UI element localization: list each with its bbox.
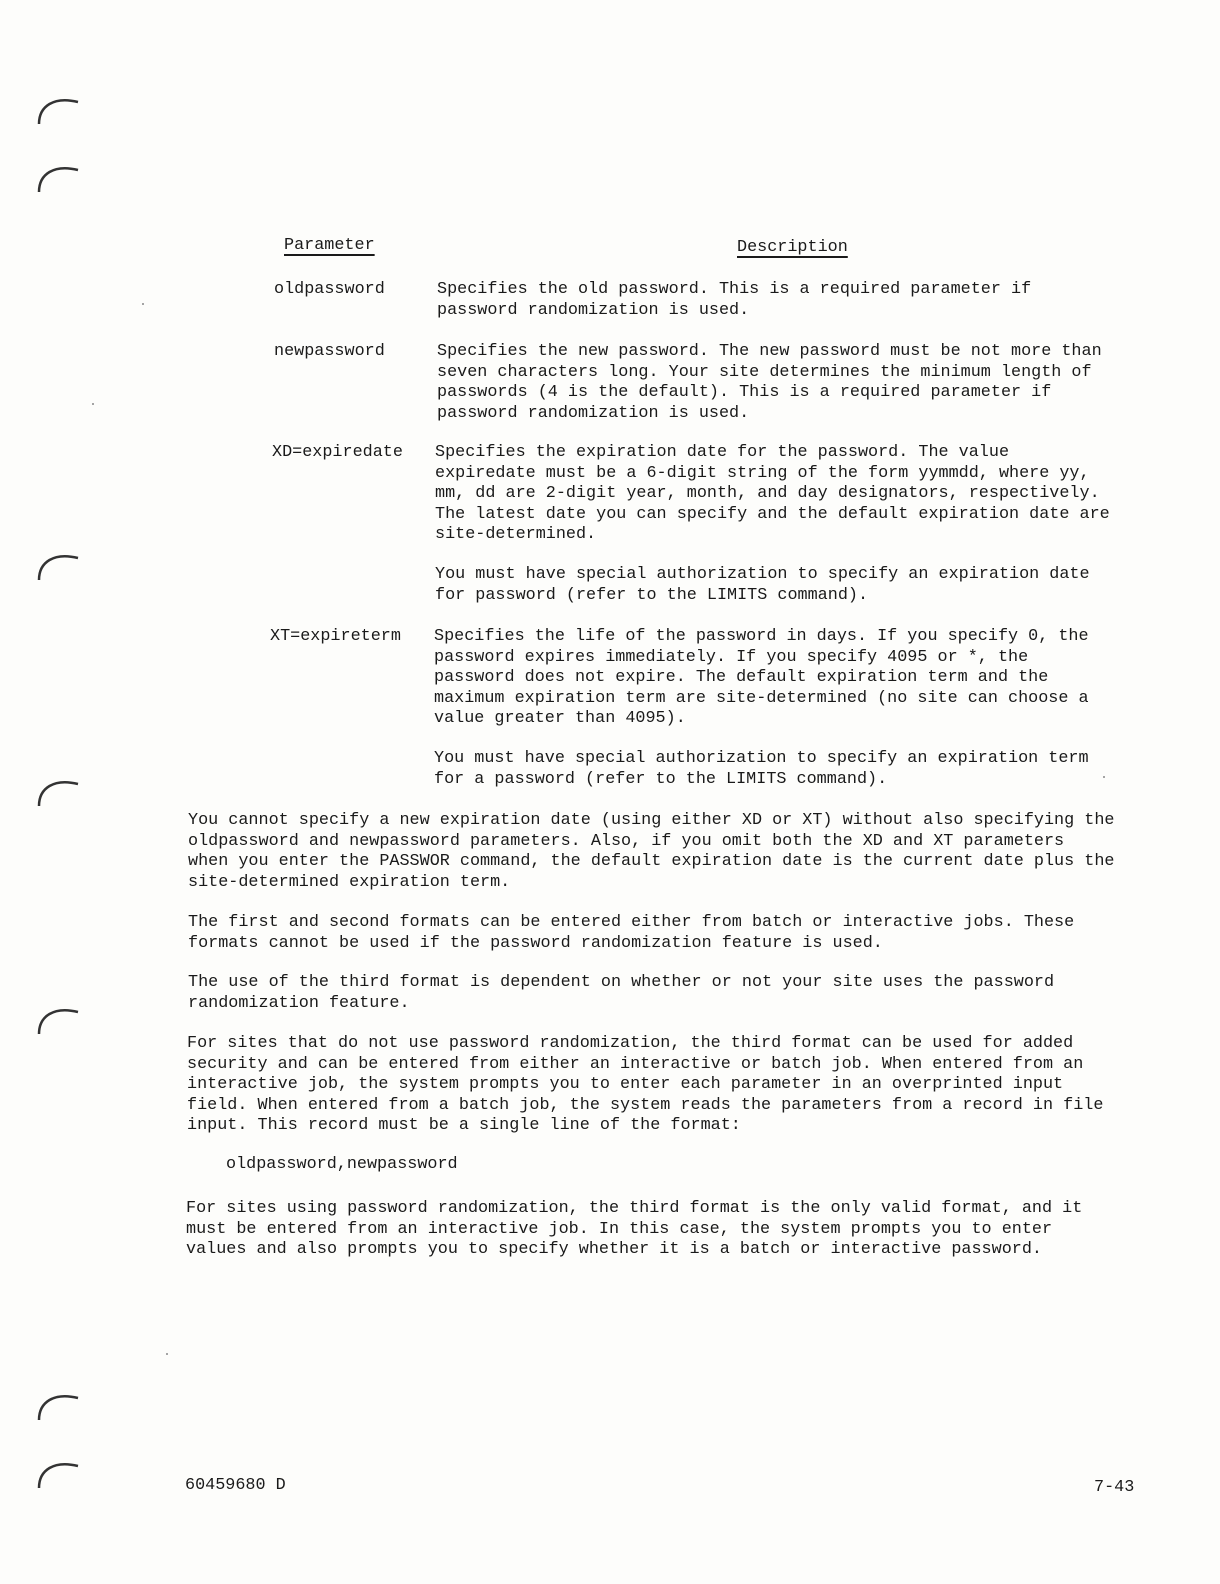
parameter-description: Specifies the old password. This is a required parameter if password randomization is used. [437,280,1032,320]
parameter-description: Specifies the life of the password in days. If you specify 0, the password expires immediately. If you specify 4095 or *, the password does not expire. The default expiration term and the maximum expiration term are site-determined (no site can choose a value greater than 4095). [434,627,1089,728]
binder-hole-mark [36,1456,82,1502]
parameter-description-note: You must have special authorization to specify an expiration date for password (refer to the LIMITS command). [435,565,1090,605]
binder-hole-mark [36,160,82,206]
parameter-name: oldpassword [274,280,385,299]
paragraph-third-format: The use of the third format is dependent on whether or not your site uses the password randomization feature. [188,973,1055,1013]
scan-speck [142,303,144,305]
parameter-description: Specifies the new password. The new password must be not more than seven characters long. Your site determines the minimum length of passwords (4 is the default). This is a required parameter if password randomization is used. [437,342,1102,423]
binder-hole-mark [36,1002,82,1048]
description-column-header: Description [737,238,848,257]
document-number: 60459680 D [185,1476,286,1495]
parameter-name: XD=expiredate [272,443,403,462]
parameter-description-note: You must have special authorization to specify an expiration term for a password (refer to the LIMITS command). [434,749,1089,789]
paragraph-first-second-formats: The first and second formats can be entered either from batch or interactive jobs. These formats cannot be used if the password randomization feature is used. [188,913,1075,953]
paragraph-no-randomization: For sites that do not use password randomization, the third format can be used for added security and can be entered from either an interactive or batch job. When entered from an interactive job, the system prompts you to enter each parameter in an overprinted input field. When entered from a batch job, the system reads the parameters from a record in file input. This record must be a single line of the format: [187,1034,1104,1135]
page-number: 7-43 [1094,1478,1135,1497]
paragraph-with-randomization: For sites using password randomization, the third format is the only valid format, and it must be entered from an interactive job. In this case, the system prompts you to enter values and also prompts you to specify whether it is a batch or interactive password. [186,1199,1083,1259]
binder-hole-mark [36,774,82,820]
format-example: oldpassword,newpassword [226,1155,458,1174]
scan-speck [92,403,94,405]
parameter-column-header: Parameter [284,236,375,255]
binder-hole-mark [36,92,82,138]
binder-hole-mark [36,1388,82,1434]
parameter-name: XT=expireterm [270,627,401,646]
scan-speck [166,1353,168,1355]
paragraph-expiration-note: You cannot specify a new expiration date (using either XD or XT) without also specifying the oldpassword and newpassword parameters. Also, if you omit both the XD and XT parameters when you enter the PASSWOR command, the default expiration date is the current date plus the site-determined expiration term. [188,811,1115,892]
parameter-name: newpassword [274,342,385,361]
binder-hole-mark [36,548,82,594]
parameter-description: Specifies the expiration date for the password. The value expiredate must be a 6-digit string of the form yymmdd, where yy, mm, dd are 2-digit year, month, and day designators, respectively. The latest date you can specify and the default expiration date are site-determined. [435,443,1110,544]
